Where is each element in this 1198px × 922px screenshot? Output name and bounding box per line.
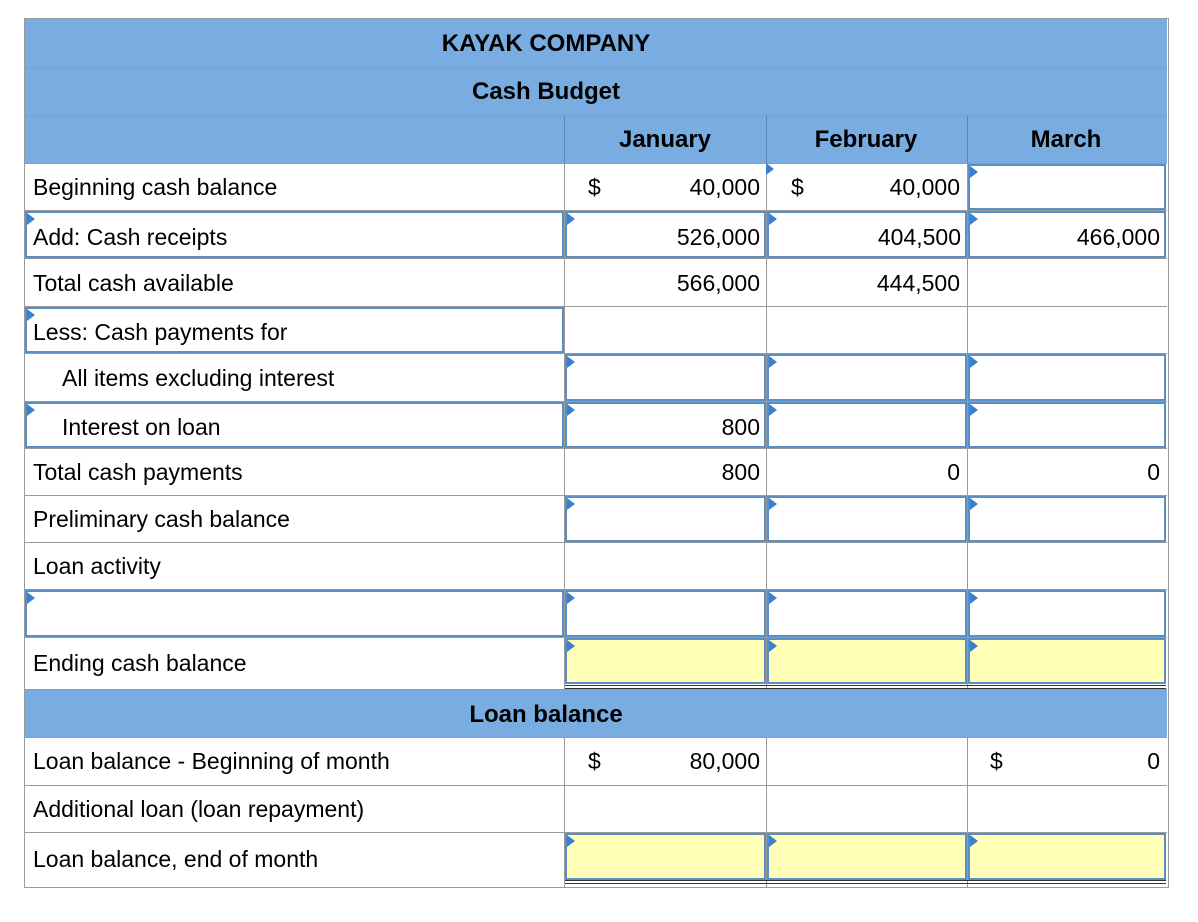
less-payments-label-field[interactable]	[25, 307, 564, 353]
month-february: February	[814, 126, 918, 153]
interest-jan-input[interactable]	[565, 402, 766, 448]
loan-beginning-mar: 0	[1147, 748, 1160, 774]
month-january: January	[618, 126, 712, 153]
row-label-loan-activity: Loan activity	[33, 553, 161, 579]
cash-receipts-mar-value: 466,000	[1076, 224, 1160, 250]
loan-end-jan-input[interactable]	[565, 833, 766, 880]
header-months-row	[25, 116, 1167, 163]
row-label-beginning-cash: Beginning cash balance	[33, 174, 278, 200]
cash-receipts-jan-value: 526,000	[676, 224, 760, 250]
dollar-sign: $	[588, 748, 601, 774]
cash-receipts-label-field[interactable]	[25, 211, 564, 258]
row-label-less-payments: Less: Cash payments for	[33, 319, 288, 345]
header-company-row	[25, 19, 1167, 67]
row-label-preliminary: Preliminary cash balance	[33, 506, 290, 532]
all-items-jan-input[interactable]	[565, 354, 766, 401]
loan-activity-jan-input[interactable]	[565, 590, 766, 637]
header-title-row	[25, 68, 1167, 115]
beginning-cash-mar-input[interactable]	[968, 164, 1166, 210]
company-name: KAYAK COMPANY	[441, 30, 651, 57]
row-label-ending-cash: Ending cash balance	[33, 650, 247, 676]
preliminary-mar-input[interactable]	[968, 496, 1166, 542]
total-payments-mar: 0	[1147, 459, 1160, 485]
total-available-jan: 566,000	[676, 270, 760, 296]
month-march: March	[1030, 126, 1102, 153]
all-items-feb-input[interactable]	[767, 354, 967, 401]
dollar-sign: $	[791, 174, 804, 200]
loan-balance-header-row	[25, 690, 1167, 737]
interest-mar-input[interactable]	[968, 402, 1166, 448]
loan-activity-feb-input[interactable]	[767, 590, 967, 637]
row-label-cash-receipts: Add: Cash receipts	[33, 224, 228, 250]
row-label-total-payments: Total cash payments	[33, 459, 243, 485]
ending-cash-jan-input[interactable]	[565, 638, 766, 684]
ending-cash-mar-input[interactable]	[968, 638, 1166, 684]
all-items-mar-input[interactable]	[968, 354, 1166, 401]
total-payments-feb: 0	[947, 459, 960, 485]
total-payments-jan: 800	[721, 459, 760, 485]
cash-receipts-feb-input[interactable]	[767, 211, 967, 258]
interest-feb-input[interactable]	[767, 402, 967, 448]
total-available-feb: 444,500	[876, 270, 960, 296]
loan-end-feb-input[interactable]	[767, 833, 967, 880]
preliminary-feb-input[interactable]	[767, 496, 967, 542]
row-label-interest: Interest on loan	[62, 414, 221, 440]
cash-receipts-jan-input[interactable]	[565, 211, 766, 258]
dollar-sign: $	[588, 174, 601, 200]
row-label-additional-loan: Additional loan (loan repayment)	[33, 796, 365, 822]
loan-balance-title: Loan balance	[469, 701, 623, 728]
interest-label-field[interactable]	[25, 402, 564, 448]
report-title: Cash Budget	[471, 78, 620, 105]
dollar-sign: $	[990, 748, 1003, 774]
cash-receipts-feb-value: 404,500	[877, 224, 961, 250]
beginning-cash-feb: 40,000	[889, 174, 960, 200]
loan-beginning-jan: 80,000	[689, 748, 760, 774]
row-label-total-available: Total cash available	[33, 270, 234, 296]
row-label-loan-beginning: Loan balance - Beginning of month	[33, 748, 390, 774]
row-label-all-items: All items excluding interest	[62, 365, 335, 391]
beginning-cash-jan: 40,000	[689, 174, 760, 200]
ending-cash-feb-input[interactable]	[767, 638, 967, 684]
loan-activity-label-input[interactable]	[25, 590, 564, 637]
preliminary-jan-input[interactable]	[565, 496, 766, 542]
loan-activity-mar-input[interactable]	[968, 590, 1166, 637]
loan-end-mar-input[interactable]	[968, 833, 1166, 880]
cash-receipts-mar-input[interactable]	[968, 211, 1166, 258]
row-label-loan-end: Loan balance, end of month	[33, 846, 319, 872]
interest-jan-value: 800	[721, 414, 760, 440]
